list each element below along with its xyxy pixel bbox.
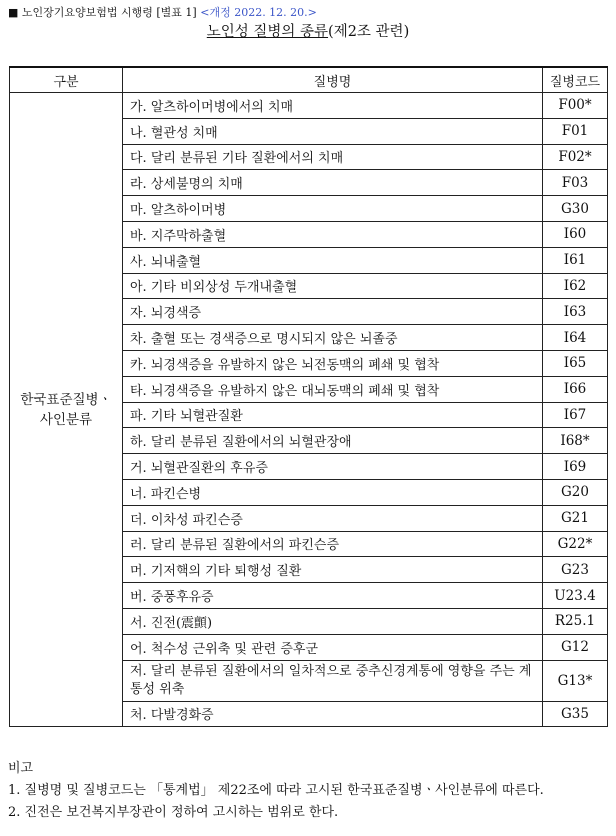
title-reference: (제2조 관련) — [328, 24, 410, 40]
disease-code-cell: G23 — [543, 557, 608, 583]
disease-code-cell: G22* — [543, 531, 608, 557]
disease-code-cell: G13* — [543, 660, 608, 701]
column-header-category: 구분 — [10, 67, 123, 93]
disease-code-cell: G30 — [543, 196, 608, 222]
law-reference: ■ 노인장기요양보험법 시행령 [별표 1] — [8, 6, 197, 19]
disease-name-cell: 자. 뇌경색증 — [123, 299, 543, 325]
disease-name-cell: 사. 뇌내출혈 — [123, 247, 543, 273]
notes-section — [8, 758, 608, 824]
disease-code-cell: F01 — [543, 118, 608, 144]
disease-name-cell: 거. 뇌혈관질환의 후유증 — [123, 454, 543, 480]
disease-name-cell: 버. 중풍후유증 — [123, 583, 543, 609]
disease-name-cell: 너. 파킨슨병 — [123, 479, 543, 505]
disease-code-cell: I63 — [543, 299, 608, 325]
disease-table — [9, 66, 608, 727]
disease-code-cell: I66 — [543, 376, 608, 402]
disease-code-cell: I65 — [543, 350, 608, 376]
disease-code-cell: I61 — [543, 247, 608, 273]
disease-code-cell: F00* — [543, 93, 608, 119]
disease-name-cell: 아. 기타 비외상성 두개내출혈 — [123, 273, 543, 299]
amendment-link[interactable]: <개정 2022. 12. 20.> — [200, 6, 317, 19]
disease-name-cell: 차. 출혈 또는 경색증으로 명시되지 않은 뇌졸중 — [123, 325, 543, 351]
disease-code-cell: G12 — [543, 634, 608, 660]
disease-code-cell: I60 — [543, 221, 608, 247]
disease-code-cell: G35 — [543, 701, 608, 727]
disease-name-cell: 처. 다발경화증 — [123, 701, 543, 727]
disease-code-cell: U23.4 — [543, 583, 608, 609]
disease-name-cell: 다. 달리 분류된 기타 질환에서의 치매 — [123, 144, 543, 170]
disease-code-cell: R25.1 — [543, 608, 608, 634]
title-main: 노인성 질병의 종류 — [206, 24, 329, 40]
disease-name-cell: 라. 상세불명의 치매 — [123, 170, 543, 196]
disease-code-cell: I64 — [543, 325, 608, 351]
disease-code-cell: I67 — [543, 402, 608, 428]
notes-heading: 비고 — [8, 761, 34, 776]
disease-name-cell: 카. 뇌경색증을 유발하지 않은 뇌전동맥의 폐쇄 및 협착 — [123, 350, 543, 376]
note-item: 1. 질병명 및 질병코드는 「통계법」 제22조에 따라 고시된 한국표준질병ㆍ사인분류에 따른다. — [8, 783, 544, 798]
disease-name-cell: 러. 달리 분류된 질환에서의 파킨슨증 — [123, 531, 543, 557]
disease-name-cell: 어. 척수성 근위축 및 관련 증후군 — [123, 634, 543, 660]
category-cell: 한국표준질병ㆍ 사인분류 — [10, 93, 123, 727]
table-header-row — [10, 67, 608, 93]
column-header-disease-code: 질병코드 — [543, 67, 608, 93]
disease-code-cell: I69 — [543, 454, 608, 480]
disease-code-cell: I62 — [543, 273, 608, 299]
disease-code-cell: F02* — [543, 144, 608, 170]
disease-name-cell: 가. 알츠하이머병에서의 치매 — [123, 93, 543, 119]
page-title — [0, 20, 616, 41]
table-row — [10, 93, 608, 119]
note-item: 2. 진전은 보건복지부장관이 정하여 고시하는 범위로 한다. — [8, 805, 339, 820]
disease-code-cell: G21 — [543, 505, 608, 531]
disease-name-cell: 서. 진전(震顫) — [123, 608, 543, 634]
disease-name-cell: 바. 지주막하출혈 — [123, 221, 543, 247]
disease-name-cell: 타. 뇌경색증을 유발하지 않은 대뇌동맥의 폐쇄 및 협착 — [123, 376, 543, 402]
disease-name-cell: 더. 이차성 파킨슨증 — [123, 505, 543, 531]
disease-code-cell: G20 — [543, 479, 608, 505]
disease-name-cell: 나. 혈관성 치매 — [123, 118, 543, 144]
column-header-disease-name: 질병명 — [123, 67, 543, 93]
disease-name-cell: 파. 기타 뇌혈관질환 — [123, 402, 543, 428]
document-header — [8, 4, 317, 20]
disease-name-cell: 저. 달리 분류된 질환에서의 일차적으로 중추신경계통에 영향을 주는 계통성 위축 — [123, 660, 543, 701]
disease-name-cell: 머. 기저핵의 기타 퇴행성 질환 — [123, 557, 543, 583]
disease-code-cell: F03 — [543, 170, 608, 196]
disease-code-cell: I68* — [543, 428, 608, 454]
disease-name-cell: 하. 달리 분류된 질환에서의 뇌혈관장애 — [123, 428, 543, 454]
disease-name-cell: 마. 알츠하이머병 — [123, 196, 543, 222]
